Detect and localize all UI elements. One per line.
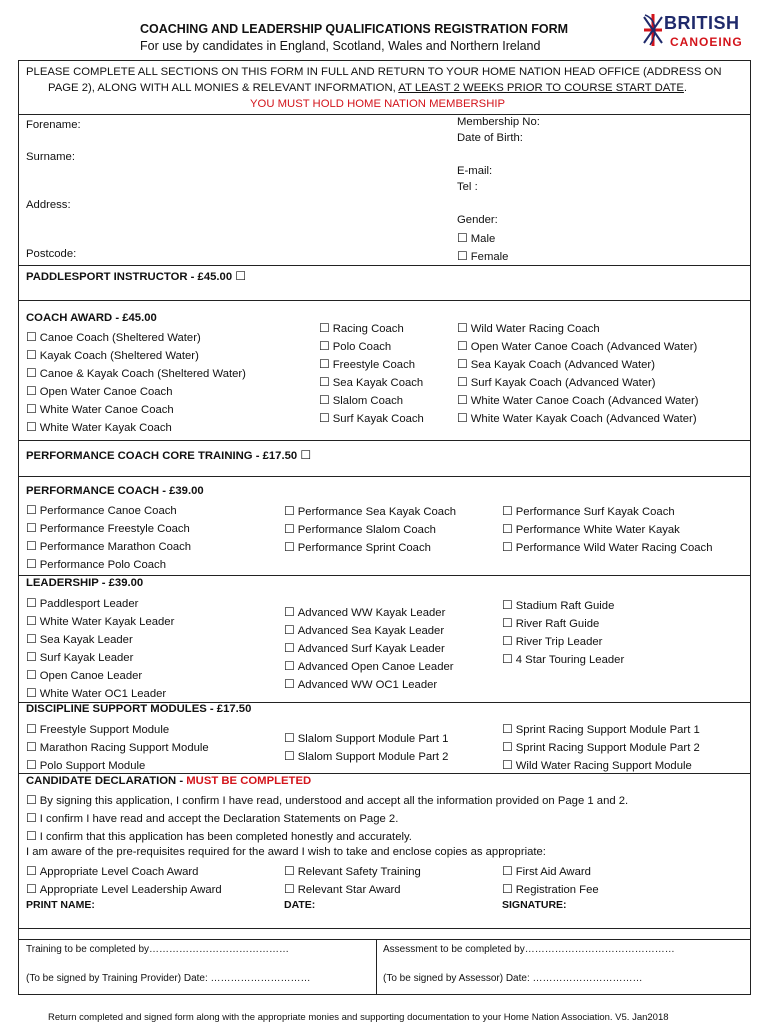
checkbox-icon[interactable]: ☐ — [26, 882, 37, 896]
checkbox-icon[interactable]: ☐ — [284, 504, 295, 518]
checkbox-icon[interactable]: ☐ — [26, 402, 37, 416]
coach-award-col1 — [26, 328, 246, 436]
checkbox-option[interactable] — [319, 319, 424, 337]
checkbox-icon[interactable]: ☐ — [284, 540, 295, 554]
enclosure-star-award[interactable]: ☐ Relevant Star Award — [284, 882, 401, 896]
checkbox-label: Performance Wild Water Racing Coach — [515, 542, 713, 554]
checkbox-label: White Water Kayak Coach (Advanced Water) — [470, 413, 697, 425]
checkbox-option[interactable] — [319, 337, 424, 355]
checkbox-option[interactable] — [502, 632, 624, 650]
checkbox-icon[interactable]: ☐ — [457, 411, 468, 425]
checkbox-option[interactable] — [284, 639, 454, 657]
checkbox-label: Open Water Canoe Coach — [39, 386, 173, 398]
checkbox-label: Performance White Water Kayak — [515, 524, 680, 536]
checkbox-option[interactable] — [457, 373, 698, 391]
checkbox-option[interactable] — [26, 720, 209, 738]
checkbox-icon[interactable]: ☐ — [284, 749, 295, 763]
checkbox-icon[interactable]: ☐ — [502, 616, 513, 630]
checkbox-label: White Water Canoe Coach — [39, 404, 174, 416]
checkbox-label: White Water Kayak Coach — [39, 422, 172, 434]
checkbox-label: Advanced Sea Kayak Leader — [297, 625, 445, 637]
checkbox-label: Open Canoe Leader — [39, 670, 143, 682]
checkbox-icon[interactable]: ☐ — [502, 522, 513, 536]
discipline-col1 — [26, 720, 209, 774]
checkbox-option[interactable] — [26, 738, 209, 756]
discipline-col3 — [502, 720, 700, 774]
checkbox-option[interactable] — [502, 502, 713, 520]
performance-coach-col3 — [502, 502, 713, 556]
checkbox-icon[interactable]: ☐ — [319, 357, 330, 371]
checkbox-option[interactable] — [26, 666, 174, 684]
enclosure-leadership-award[interactable]: ☐ Appropriate Level Leadership Award — [26, 882, 222, 896]
enclosure-first-aid[interactable]: ☐ First Aid Award — [502, 864, 591, 878]
performance-coach-col1 — [26, 501, 191, 573]
declaration-item-3[interactable]: ☐ I confirm that this application has been completed honestly and accurately. — [26, 829, 412, 843]
training-provider-sign[interactable]: (To be signed by Training Provider) Date: ………………………… — [26, 973, 311, 984]
checkbox-icon[interactable]: ☐ — [284, 522, 295, 536]
checkbox-label: Sea Kayak Leader — [39, 634, 133, 646]
checkbox-icon[interactable]: ☐ — [300, 448, 312, 462]
checkbox-icon[interactable]: ☐ — [319, 393, 330, 407]
performance-coach-heading: PERFORMANCE COACH - £39.00 — [26, 485, 204, 497]
checkbox-icon[interactable]: ☐ — [457, 321, 468, 335]
checkbox-icon[interactable]: ☐ — [284, 677, 295, 691]
divider — [18, 928, 751, 929]
email-label: E-mail: — [457, 165, 493, 177]
checkbox-icon[interactable]: ☐ — [502, 504, 513, 518]
checkbox-icon[interactable]: ☐ — [26, 521, 37, 535]
enclosure-safety-training[interactable]: ☐ Relevant Safety Training — [284, 864, 421, 878]
declaration-heading: CANDIDATE DECLARATION - MUST BE COMPLETED — [26, 775, 312, 787]
checkbox-option[interactable] — [26, 328, 246, 346]
checkbox-option[interactable] — [26, 537, 191, 555]
gender-female-option[interactable]: ☐ Female — [457, 249, 509, 263]
checkbox-option[interactable] — [26, 630, 174, 648]
divider — [18, 476, 751, 477]
divider — [18, 939, 751, 940]
checkbox-option[interactable] — [26, 501, 191, 519]
checkbox-icon[interactable]: ☐ — [284, 641, 295, 655]
checkbox-label: Performance Surf Kayak Coach — [515, 506, 675, 518]
performance-coach-col2 — [284, 502, 456, 556]
enclosure-coach-award[interactable]: ☐ Appropriate Level Coach Award — [26, 864, 199, 878]
logo-text-canoeing: CANOEING — [670, 35, 743, 49]
checkbox-icon[interactable]: ☐ — [26, 829, 37, 843]
checkbox-icon[interactable]: ☐ — [26, 557, 37, 571]
checkbox-icon[interactable]: ☐ — [502, 864, 513, 878]
checkbox-option[interactable] — [284, 538, 456, 556]
checkbox-option[interactable] — [26, 418, 246, 436]
checkbox-option[interactable] — [284, 603, 454, 621]
membership-label: Membership No: — [457, 116, 540, 128]
performance-core-option[interactable]: PERFORMANCE COACH CORE TRAINING - £17.50 ☐ — [26, 448, 312, 462]
checkbox-icon[interactable]: ☐ — [26, 632, 37, 646]
checkbox-icon[interactable]: ☐ — [284, 731, 295, 745]
checkbox-option[interactable] — [26, 594, 174, 612]
checkbox-label: Kayak Coach (Sheltered Water) — [39, 350, 199, 362]
checkbox-icon[interactable]: ☐ — [26, 503, 37, 517]
checkbox-label: Wild Water Racing Coach — [470, 323, 600, 335]
checkbox-label: River Raft Guide — [515, 618, 600, 630]
checkbox-icon[interactable]: ☐ — [26, 811, 37, 825]
assessor-sign[interactable]: (To be signed by Assessor) Date: …………………………… — [383, 973, 643, 984]
checkbox-option[interactable] — [502, 650, 624, 668]
paddlesport-instructor-option[interactable]: PADDLESPORT INSTRUCTOR - £45.00 ☐ — [26, 269, 247, 283]
discipline-col2 — [284, 729, 448, 765]
must-complete-label: MUST BE COMPLETED — [186, 775, 312, 787]
checkbox-icon[interactable]: ☐ — [26, 864, 37, 878]
checkbox-icon[interactable]: ☐ — [26, 740, 37, 754]
checkbox-label: White Water Canoe Coach (Advanced Water) — [470, 395, 699, 407]
checkbox-label: Racing Coach — [332, 323, 404, 335]
checkbox-option[interactable] — [502, 738, 700, 756]
checkbox-icon[interactable]: ☐ — [284, 864, 295, 878]
checkbox-option[interactable] — [284, 502, 456, 520]
checkbox-label: Performance Canoe Coach — [39, 505, 177, 517]
checkbox-icon[interactable]: ☐ — [319, 321, 330, 335]
checkbox-label: Performance Polo Coach — [39, 559, 166, 571]
union-flag-icon — [642, 13, 664, 47]
checkbox-option[interactable] — [26, 684, 174, 702]
checkbox-label: Sprint Racing Support Module Part 2 — [515, 742, 700, 754]
leadership-col3 — [502, 596, 624, 668]
address-label: Address: — [26, 199, 71, 211]
checkbox-label: Surf Kayak Coach (Advanced Water) — [470, 377, 656, 389]
checkbox-label: Sprint Racing Support Module Part 1 — [515, 724, 700, 736]
checkbox-label: Stadium Raft Guide — [515, 600, 615, 612]
checkbox-label: Polo Coach — [332, 341, 392, 353]
checkbox-option[interactable] — [457, 319, 698, 337]
checkbox-label: Sea Kayak Coach — [332, 377, 424, 389]
divider — [18, 265, 751, 266]
discipline-heading: DISCIPLINE SUPPORT MODULES - £17.50 — [26, 703, 252, 715]
checkbox-option[interactable] — [457, 355, 698, 373]
logo-text-british: BRITISH — [664, 13, 740, 33]
checkbox-icon[interactable]: ☐ — [457, 393, 468, 407]
checkbox-label: Slalom Support Module Part 2 — [297, 751, 449, 763]
checkbox-option[interactable] — [502, 596, 624, 614]
leadership-col1 — [26, 594, 174, 702]
checkbox-icon[interactable]: ☐ — [26, 650, 37, 664]
checkbox-option[interactable] — [26, 382, 246, 400]
checkbox-option[interactable] — [457, 391, 698, 409]
checkbox-icon[interactable]: ☐ — [502, 634, 513, 648]
checkbox-label: Sea Kayak Coach (Advanced Water) — [470, 359, 655, 371]
prerequisites-text: I am aware of the pre-requisites required for the award I wish to take and enclose copies as appropriate: — [26, 846, 546, 858]
checkbox-label: Freestyle Support Module — [39, 724, 170, 736]
print-name-field[interactable]: PRINT NAME: — [26, 899, 95, 911]
checkbox-icon[interactable]: ☐ — [502, 882, 513, 896]
checkbox-option[interactable] — [26, 756, 209, 774]
checkbox-icon[interactable]: ☐ — [26, 793, 37, 807]
checkbox-label: White Water OC1 Leader — [39, 688, 167, 700]
checkbox-option[interactable] — [457, 409, 698, 427]
checkbox-label: Freestyle Coach — [332, 359, 416, 371]
checkbox-icon[interactable]: ☐ — [26, 668, 37, 682]
postcode-label: Postcode: — [26, 248, 77, 260]
divider — [18, 440, 751, 441]
checkbox-icon[interactable]: ☐ — [26, 420, 37, 434]
checkbox-option[interactable] — [284, 747, 448, 765]
checkbox-label: Performance Sprint Coach — [297, 542, 431, 554]
checkbox-icon[interactable]: ☐ — [457, 375, 468, 389]
declaration-item-2[interactable]: ☐ I confirm I have read and accept the Declaration Statements on Page 2. — [26, 811, 399, 825]
checkbox-icon[interactable]: ☐ — [26, 758, 37, 772]
checkbox-option[interactable] — [284, 657, 454, 675]
checkbox-icon[interactable]: ☐ — [502, 722, 513, 736]
checkbox-label: Open Water Canoe Coach (Advanced Water) — [470, 341, 698, 353]
gender-label: Gender: — [457, 214, 498, 226]
checkbox-option[interactable] — [319, 373, 424, 391]
checkbox-icon[interactable]: ☐ — [457, 231, 468, 245]
checkbox-icon[interactable]: ☐ — [502, 540, 513, 554]
checkbox-label: Slalom Coach — [332, 395, 404, 407]
checkbox-option[interactable] — [502, 520, 713, 538]
declaration-item-1[interactable]: ☐ By signing this application, I confirm I have read, understood and accept all the information provided on Page 1 and 2. — [26, 793, 629, 807]
deadline-text: AT LEAST 2 WEEKS PRIOR TO COURSE START DATE — [398, 82, 684, 94]
checkbox-icon[interactable]: ☐ — [284, 605, 295, 619]
checkbox-label: Surf Kayak Coach — [332, 413, 424, 425]
membership-warning: YOU MUST HOLD HOME NATION MEMBERSHIP — [250, 98, 506, 110]
checkbox-option[interactable] — [26, 519, 191, 537]
signature-field[interactable]: SIGNATURE: — [502, 899, 567, 911]
checkbox-option[interactable] — [319, 409, 424, 427]
surname-label: Surname: — [26, 151, 75, 163]
checkbox-option[interactable] — [319, 391, 424, 409]
form-title: COACHING AND LEADERSHIP QUALIFICATIONS REGISTRATION FORM — [140, 22, 569, 36]
checkbox-icon[interactable]: ☐ — [284, 882, 295, 896]
intro-line-2: PAGE 2), ALONG WITH ALL MONIES & RELEVANT INFORMATION, AT LEAST 2 WEEKS PRIOR TO COURSE START DATE. — [48, 82, 688, 94]
checkbox-icon[interactable]: ☐ — [26, 348, 37, 362]
checkbox-label: White Water Kayak Leader — [39, 616, 175, 628]
checkbox-option[interactable] — [284, 729, 448, 747]
checkbox-option[interactable] — [284, 621, 454, 639]
checkbox-option[interactable] — [26, 400, 246, 418]
checkbox-option[interactable] — [502, 720, 700, 738]
checkbox-label: Advanced WW OC1 Leader — [297, 679, 438, 691]
checkbox-label: Polo Support Module — [39, 760, 146, 772]
coach-award-heading: COACH AWARD - £45.00 — [26, 312, 157, 324]
divider — [18, 575, 751, 576]
intro-line-1: PLEASE COMPLETE ALL SECTIONS ON THIS FORM IN FULL AND RETURN TO YOUR HOME NATION HEAD OFFICE (ADDRESS ON — [26, 66, 722, 78]
assessment-completed-by[interactable]: Assessment to be completed by……………………………………… — [383, 944, 675, 955]
checkbox-label: Canoe Coach (Sheltered Water) — [39, 332, 201, 344]
checkbox-icon[interactable]: ☐ — [26, 366, 37, 380]
enclosure-registration-fee[interactable]: ☐ Registration Fee — [502, 882, 599, 896]
checkbox-label: River Trip Leader — [515, 636, 603, 648]
checkbox-option[interactable] — [319, 355, 424, 373]
checkbox-icon[interactable]: ☐ — [284, 659, 295, 673]
checkbox-option[interactable] — [502, 538, 713, 556]
checkbox-icon[interactable]: ☐ — [26, 596, 37, 610]
checkbox-option[interactable] — [284, 520, 456, 538]
checkbox-label: Performance Freestyle Coach — [39, 523, 190, 535]
tel-label: Tel : — [457, 181, 478, 193]
checkbox-icon[interactable]: ☐ — [502, 758, 513, 772]
checkbox-label: Paddlesport Leader — [39, 598, 139, 610]
divider — [18, 114, 751, 115]
coach-award-col3 — [457, 319, 698, 427]
checkbox-label: Performance Marathon Coach — [39, 541, 192, 553]
checkbox-icon[interactable]: ☐ — [457, 249, 468, 263]
checkbox-label: Advanced Surf Kayak Leader — [297, 643, 445, 655]
checkbox-icon[interactable]: ☐ — [284, 623, 295, 637]
checkbox-option[interactable] — [457, 337, 698, 355]
gender-male-option[interactable]: ☐ Male — [457, 231, 496, 245]
checkbox-icon[interactable]: ☐ — [502, 652, 513, 666]
checkbox-option[interactable] — [284, 675, 454, 693]
checkbox-option[interactable] — [502, 756, 700, 774]
checkbox-label: Marathon Racing Support Module — [39, 742, 209, 754]
checkbox-icon[interactable]: ☐ — [319, 339, 330, 353]
divider — [18, 773, 751, 774]
checkbox-option[interactable] — [26, 648, 174, 666]
checkbox-icon[interactable]: ☐ — [26, 539, 37, 553]
checkbox-label: Wild Water Racing Support Module — [515, 760, 692, 772]
footer-note: Return completed and signed form along with the appropriate monies and supporting documentation to your Home Nation Association. V5. Jan2018 — [48, 1012, 669, 1023]
checkbox-icon[interactable]: ☐ — [26, 686, 37, 700]
checkbox-icon[interactable]: ☐ — [502, 740, 513, 754]
checkbox-label: Slalom Support Module Part 1 — [297, 733, 449, 745]
checkbox-icon[interactable]: ☐ — [26, 330, 37, 344]
checkbox-icon[interactable]: ☐ — [26, 614, 37, 628]
checkbox-option[interactable] — [26, 346, 246, 364]
checkbox-icon[interactable]: ☐ — [457, 339, 468, 353]
checkbox-icon[interactable]: ☐ — [235, 269, 247, 283]
checkbox-label: Advanced WW Kayak Leader — [297, 607, 446, 619]
checkbox-icon[interactable]: ☐ — [319, 375, 330, 389]
dob-label: Date of Birth: — [457, 132, 523, 144]
training-completed-by[interactable]: Training to be completed by…………………………………… — [26, 944, 290, 955]
checkbox-icon[interactable]: ☐ — [457, 357, 468, 371]
checkbox-icon[interactable]: ☐ — [26, 384, 37, 398]
leadership-heading: LEADERSHIP - £39.00 — [26, 577, 144, 589]
checkbox-option[interactable] — [26, 555, 191, 573]
checkbox-option[interactable] — [26, 612, 174, 630]
checkbox-label: 4 Star Touring Leader — [515, 654, 625, 666]
divider — [18, 300, 751, 301]
checkbox-option[interactable] — [26, 364, 246, 382]
checkbox-icon[interactable]: ☐ — [26, 722, 37, 736]
forename-label: Forename: — [26, 119, 81, 131]
checkbox-label: Performance Sea Kayak Coach — [297, 506, 457, 518]
form-subtitle: For use by candidates in England, Scotland, Wales and Northern Ireland — [140, 39, 541, 53]
date-field[interactable]: DATE: — [284, 899, 316, 911]
checkbox-option[interactable] — [502, 614, 624, 632]
checkbox-label: Surf Kayak Leader — [39, 652, 134, 664]
checkbox-label: Performance Slalom Coach — [297, 524, 436, 536]
checkbox-label: Canoe & Kayak Coach (Sheltered Water) — [39, 368, 246, 380]
checkbox-icon[interactable]: ☐ — [319, 411, 330, 425]
checkbox-label: Advanced Open Canoe Leader — [297, 661, 454, 673]
column-divider — [376, 939, 377, 995]
leadership-col2 — [284, 603, 454, 693]
checkbox-icon[interactable]: ☐ — [502, 598, 513, 612]
coach-award-col2 — [319, 319, 424, 427]
